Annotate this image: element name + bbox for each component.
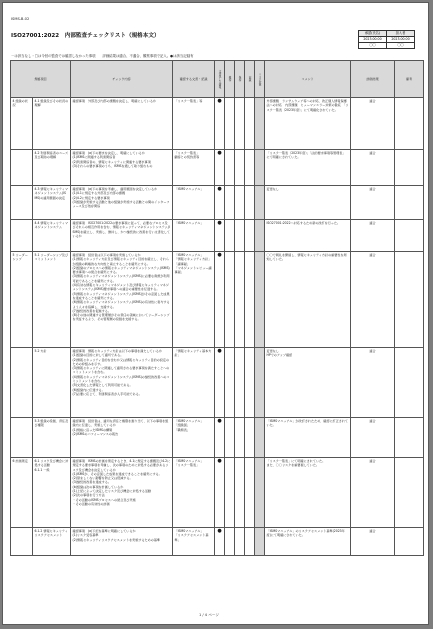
approval-stamp-box bbox=[358, 30, 415, 49]
subclause-cell: 4.1 組織及びその状況の理解 bbox=[33, 98, 71, 150]
result-cell: 適合 bbox=[351, 186, 395, 220]
procedure-cell: 「ISMSマニュアル」 「リスク一覧表」 bbox=[173, 458, 215, 528]
check-cell: 確認事項 情報セキュリティ方針は以下の事項を満たしているか (1)組織の目的に対して適切である。 (2)情報セキュリティ目的を含むか又は情報セキュリティ目的の設定のための枠組みを示す。 (3)情報セキュリティに関連して適用される要求事項を満たすことへのコミットメントを含む。 (4)情報セキュリティマネジメントシステム(ISMS)の継続的改善へのコミットメントを含む。 (5)文書化した情報として利用可能である。 (6)組織内に伝達する。 (7)必要に応じて、利害関係者が入手可能である。 bbox=[71, 348, 173, 418]
header-remarks: 備考 bbox=[395, 61, 424, 98]
comment-cell: 「ISMSマニュアル」が改訂されたため、確認に訂正されていた。 bbox=[265, 418, 351, 458]
table-row bbox=[11, 98, 424, 150]
procedure-cell: 「リスク一覧表」等 bbox=[173, 98, 215, 150]
table-header-row bbox=[11, 61, 424, 98]
clause-cell: 6 計画策定 bbox=[11, 458, 33, 528]
header-comment: コメント bbox=[265, 61, 351, 98]
approval-mark: 〇〇 bbox=[359, 43, 387, 49]
document-page bbox=[2, 2, 429, 625]
procedure-cell: 「ISMSマニュアル」 「リスクアセスメント基準」 bbox=[173, 528, 215, 556]
approval-header: 担入者 bbox=[387, 31, 415, 37]
check-cell: 確認事項 外部及び内部の課題を決定し、明確にしているか bbox=[71, 98, 173, 150]
approval-date: 2023.00.00 bbox=[359, 37, 387, 43]
comment-cell: 外部課題 ランサムウェア等への対応、改正個人情報保護法への対応 内部課題 ヒューマンエラー対策の徹底 「リスク一覧表（2023年度）」にて明確化されていた。 bbox=[265, 98, 351, 150]
remarks-cell bbox=[395, 150, 424, 186]
header-check: チェック内容 bbox=[71, 61, 173, 98]
clause-cell bbox=[11, 186, 33, 220]
result-cell: 適合 bbox=[351, 348, 395, 418]
clause-cell bbox=[11, 150, 33, 186]
remarks-cell bbox=[395, 458, 424, 528]
subclause-cell: 4.3 情報セキュリティマネジメントシステム(ISMS)の適用範囲の決定 bbox=[33, 186, 71, 220]
header-retain: 保持 bbox=[235, 61, 245, 98]
result-cell: 適合 bbox=[351, 150, 395, 186]
record-mark: ● bbox=[215, 458, 225, 528]
record-mark: ● bbox=[215, 150, 225, 186]
procedure-cell: 「ISMSマニュアル」 「情報セキュリティ方針」 「議事録」 「マネジメントレビュー議事録」 bbox=[173, 252, 215, 348]
table-row bbox=[11, 348, 424, 418]
comment-cell: 「リスク一覧表」にて明確にされていた。 また、〇〇リスクを重要視していた。 bbox=[265, 458, 351, 528]
remarks-cell bbox=[395, 186, 424, 220]
comment-cell: ISO27001:2022へ対応するため新の改訂を行った。 bbox=[265, 220, 351, 252]
result-cell: 適合 bbox=[351, 252, 395, 348]
record-mark: ● bbox=[215, 186, 225, 220]
result-cell: 適合 bbox=[351, 528, 395, 556]
clause-cell bbox=[11, 528, 33, 556]
header-maintain: 維持 bbox=[225, 61, 235, 98]
record-mark: ● bbox=[215, 348, 225, 418]
record-mark: ● bbox=[215, 528, 225, 556]
check-cell: 確認事項 (a)下の事項を考慮し、適用範囲を決定しているか (1)4.1に規定する外部及び内部の課題 (2)4.2に規定する要求事項 (3)組織が実施する活動と他の組織が実施する活動との間のインターフェース及び依存関係 bbox=[71, 186, 173, 220]
record-mark: ● bbox=[215, 252, 225, 348]
table-row bbox=[11, 186, 424, 220]
subclause-cell: 5.3 組織の役割、責任及び権限 bbox=[33, 418, 71, 458]
record-mark: ● bbox=[215, 98, 225, 150]
check-cell: 確認事項 (a)下の要求を決定し、明確にしているか (1)ISMSに関連する利害関係者 (2)利害関係者の、情報セキュリティに関連する要求事項 (3)それらの要求事項のうち、ISMSを通して取り組むもの bbox=[71, 150, 173, 186]
remarks-cell bbox=[395, 252, 424, 348]
remarks-cell bbox=[395, 348, 424, 418]
table-row bbox=[11, 528, 424, 556]
table-row bbox=[11, 252, 424, 348]
subclause-cell: 5.1 リーダーシップ及びコミットメント bbox=[33, 252, 71, 348]
checklist-table bbox=[10, 60, 424, 556]
record-mark: ● bbox=[215, 220, 225, 252]
legend-note: －は該当なし・□は今回の監査では確認しなかった事項 評価結果は適合、不適合、観察事項で記入。●は該当記録有 bbox=[11, 54, 194, 58]
check-cell: 確認事項 (a)下記を基準に明確にしているか (1)リスク受容基準 (2)情報セキュリティリスクアセスメントを実施するための基準 bbox=[71, 528, 173, 556]
result-cell: 適合 bbox=[351, 418, 395, 458]
comment-cell: 「ISMSマニュアル」のリスクアセスメント基準(2023年度)にて明確にされていた。 bbox=[265, 528, 351, 556]
check-cell: 確認事項 経営者は、適切な責任と権限を割り当て、以下の事項を組織内に伝達し、実施しているか (1)規格に沿ったISMSの構築 (2)ISMSのパフォーマンスの報告 bbox=[71, 418, 173, 458]
procedure-cell: 「リスク一覧表」 顧客との契約書等 bbox=[173, 150, 215, 186]
comment-cell: 「リスク一覧表（2023年度）」「法的要求事項等管理表」にて明確にされていた。 bbox=[265, 150, 351, 186]
header-result: 評価結果 bbox=[351, 61, 395, 98]
table-row bbox=[11, 150, 424, 186]
clause-cell: 4 組織の状況 bbox=[11, 98, 33, 150]
table-row bbox=[11, 418, 424, 458]
remarks-cell bbox=[395, 528, 424, 556]
document-code: ISMS-B-02 bbox=[11, 17, 30, 21]
subclause-cell: 4.2 利害関係者のニーズ及び期待の理解 bbox=[33, 150, 71, 186]
table-row bbox=[11, 458, 424, 528]
header-risk: リスク対策 bbox=[255, 61, 265, 98]
procedure-cell: 「ISMSマニュアル」 bbox=[173, 186, 215, 220]
clause-cell bbox=[11, 220, 33, 252]
record-mark: ● bbox=[215, 418, 225, 458]
comment-cell: 〇〇で朝礼を開催し、情報セキュリティ方針の重要性を周知していた。 bbox=[265, 252, 351, 348]
subclause-cell: 5.2 方針 bbox=[33, 348, 71, 418]
remarks-cell bbox=[395, 418, 424, 458]
remarks-cell bbox=[395, 220, 424, 252]
comment-cell: 変更なし bbox=[265, 186, 351, 220]
header-clause: 規格項目 bbox=[11, 61, 71, 98]
procedure-cell: 「ISMSマニュアル」 「組織図」 「職務表」 bbox=[173, 418, 215, 458]
subclause-cell: 6.1.2 情報セキュリティリスクアセスメント bbox=[33, 528, 71, 556]
page-number: 1 / 4 ページ bbox=[199, 613, 219, 617]
approval-date: 2023.00.00 bbox=[387, 37, 415, 43]
subclause-cell: 4.4 情報セキュリティマネジメントシステム bbox=[33, 220, 71, 252]
clause-cell bbox=[11, 418, 33, 458]
check-cell: 確認事項 ISMSの計画を策定するとき、4.1に規定する課題及び4.2に規定する要求事項を考慮し、次の事項のために対処する必要があるリスク及び機会を決定しているか (1)ISMSが、その意図した成果を達成できることを確実にする。 (2)望ましくない影響を防止又は低減する。 (3)継続的改善を達成する。 (b)組織は次の事項を計画しているか (1)上記によって決定したリスク及び機会に対処する活動 (2)次の事項を行う方法 ・その活動のISMSプロセスへの統合及び実施 ・その活動の有効性の評価 bbox=[71, 458, 173, 528]
approval-header: 承認(氏名) bbox=[359, 31, 387, 37]
check-cell: 確認事項 ISO27001:2022の要求事項に従って、必要なプロセス及びそれらの相互作用を含む、情報セキュリティマネジメントシステム(ISMS)を確立し、実施し、維持し、かつ継続的に改善を行い文書化しているか bbox=[71, 220, 173, 252]
header-procedure: 確認する文書・記録 bbox=[173, 61, 215, 98]
document-title: ISO27001:2022 内部監査チェックリスト（規格本文） bbox=[11, 33, 160, 39]
table-row bbox=[11, 220, 424, 252]
check-cell: 確認事項 経営者は以下の事項を実施しているか (1)情報セキュリティ方針及び情報セキュリティ目的を確立し、それらが組織の戦略的な方向性と両立することを確実にする。 (2)組織のプロセスへの情報セキュリティマネジメントシステム(ISMS)要求事項への統合を確実にする。 (3)情報セキュリティマネジメントシステム(ISMS)に必要な資源が利用可能であることを確実にする。 (4)有効な情報セキュリティマネジメント及び情報セキュリティマネジメントシステム(ISMS)要求事項への適合の重要性を伝達する。 (5)情報セキュリティマネジメントシステム(ISMS)がその意図した成果を達成することを確実にする。 (6)情報セキュリティマネジメントシステム(ISMS)の有効性に寄与するよう人々を指揮し、支援する。 (7)継続的改善を促進する。 (8)その他の関連する管理層がその責任の領域においてリーダーシップを実証するよう、その管理層の役割を支援する。 bbox=[71, 252, 173, 348]
result-cell: 適合 bbox=[351, 458, 395, 528]
approval-mark: 〇〇 bbox=[387, 43, 415, 49]
result-cell: 適合 bbox=[351, 220, 395, 252]
clause-cell bbox=[11, 348, 33, 418]
clause-cell: 5 リーダーシップ bbox=[11, 252, 33, 348]
header-record: 記録 bbox=[245, 61, 255, 98]
procedure-cell: 「ISMSマニュアル」 bbox=[173, 220, 215, 252]
comment-cell: 変更なし HPでのアップ確認 bbox=[265, 348, 351, 418]
procedure-cell: 「情報セキュリティ基本方針」 bbox=[173, 348, 215, 418]
remarks-cell bbox=[395, 98, 424, 150]
header-documented-info: 文書化した情報 bbox=[215, 61, 225, 98]
subclause-cell: 6.1 リスク及び機会に対処する活動 6.1.1 一般 bbox=[33, 458, 71, 528]
result-cell: 適合 bbox=[351, 98, 395, 150]
